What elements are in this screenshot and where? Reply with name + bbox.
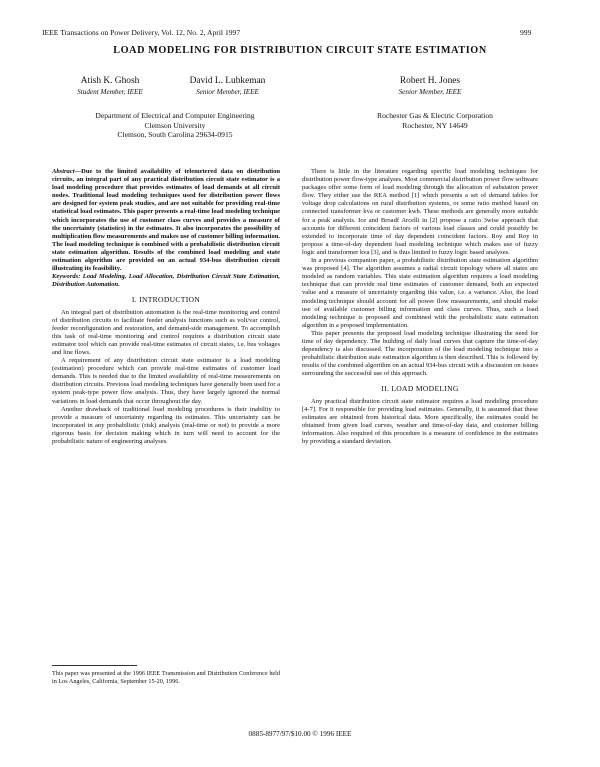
section-heading-load-modeling: II. LOAD MODELING [381, 384, 459, 394]
affiliation-line: Rochester Gas & Electric Corporation [377, 111, 493, 120]
keywords-text: Load Modeling, Load Allocation, Distribution Circuit State Estimation, Distribution Automation. [52, 273, 280, 289]
affiliation-line: Department of Electrical and Computer Engineering [95, 111, 255, 120]
journal-header: IEEE Transactions on Power Delivery, Vol. 12, No. 2, April 1997 [42, 28, 241, 37]
author-role: Senior Member, IEEE [196, 88, 259, 96]
affiliation-rochester [350, 111, 520, 130]
affiliation-line: Clemson University [144, 120, 206, 130]
paragraph: Any practical distribution circuit state estimator requires a load modeling procedure [4-7]. For it responsible for providing load estimates. Generally, it is assumed that these estimates are obtained from historical data. More specifically, the estimates could be obtained from given load curves, weather and time-of-day data, and customer billing information. Also required of this procedure is a measure of confidence in the estimates by providing a standard deviation. [302, 397, 538, 445]
affiliation-clemson [60, 111, 290, 140]
author-1 [55, 76, 165, 98]
paragraph: In a previous companion paper, a probabilistic distribution state estimation algorithm was proposed [4]. The algorithm assumes a radial circuit topology where all states are modeled as random variables. This state estimation algorithm requires a load modeling technique that can provide real time estimates of customer demand, both an expected value and a measure of uncertainty regarding this value, i.e. a variance. Also, the load modeling technique should account for all power flow measurements, and should make use of available customer billing information and class curves. Thus, such a load modeling technique is proposed and combined with the probabilistic state estimation algorithm in a proposed implementation. [302, 257, 538, 329]
author-role: Student Member, IEEE [77, 88, 143, 96]
copyright-footer: 0885-8977/97/$10.00 © 1996 IEEE [248, 730, 352, 738]
author-name: Robert H. Jones [399, 76, 461, 86]
section-heading-introduction: I. INTRODUCTION [131, 295, 201, 305]
paper-title: LOAD MODELING FOR DISTRIBUTION CIRCUIT STATE ESTIMATION [113, 45, 487, 56]
abstract-text: —Due to the limited availability of telemetered data on distribution circuits, an integral part of any practical distribution circuit state estimator is a load modeling procedure that provides estimates of load demands at all circuit nodes. Traditional load modeling techniques used for distribution power flows are designed for system peak studies, and are not suitable for providing real-time statistical load estimates. This paper presents a real-time load modeling technique which incorporates the use of customer class curves and provides a measure of the uncertainty (statistics) in the estimates. It also incorporates the possibility of multiplication flow measurements and makes use of customer billing information. The load modeling technique is combined with a probabilistic distribution circuit state estimation algorithm. Results of the combined load modeling and state estimation algorithm are provided on an actual 934-bus distribution circuit illustrating its feasibility. [52, 168, 280, 273]
paragraph: There is little in the literature regarding specific load modeling techniques for distribution power flow-type analyses. Most commercial distribution power flow software packages offer some form of load modeling through the allocation of substation power flow. They either use the REA method [1] which presents a set of demand tables for voltage drop calculations on rural distribution systems, or some ratio method based on connected transformer kva or customer kwh. These methods are generally more suitable for a peak analysis. Ice and Broadf Arcelli in [2] propose a ratio 3wise approach that accounts for different coincident factors of various load classes and could possibly be extended to incorporate time of day dependent coincident factors. Roy and Roy in propose a time-of-day dependent load modeling technique which makes use of fuzzy logic and transformer kva [3], and is thus limited to fuzzy logic based analyses. [302, 168, 539, 256]
page-number: 999 [520, 28, 532, 37]
keywords-label: Keywords: [52, 273, 81, 281]
abstract-label: Abstract [52, 168, 75, 175]
footnote-rule [52, 665, 137, 666]
abstract [52, 168, 280, 273]
right-column [302, 168, 538, 446]
paragraph: An integral part of distribution automation is the real-time monitoring and control of distribution circuits to facilitate feeder analysis functions such as volt/var control, feeder reconfiguration and restoration, and demand-side management. To accomplish this task of real-time monitoring and control requires a distribution circuit state estimator tool which can provide real-time estimates of circuit states, i.e. bus voltages and line flows. [52, 308, 280, 356]
author-name: David L. Lubkeman [189, 76, 266, 86]
author-2 [170, 76, 285, 98]
keywords [52, 273, 280, 289]
author-role: Senior Member, IEEE [398, 88, 462, 96]
paragraph: Another drawback of traditional load modeling procedures is their inability to provide a measure of uncertainty regarding its estimates. This uncertainty can be incorporated in any probabilistic (risk) analysis (real-time or not) to provide a more rigorous basis for decision making which in turn will need to account for the probabilistic nature of engineering analyses. [52, 405, 280, 445]
affiliation-line: Clemson, South Carolina 29634-0915 [117, 130, 233, 140]
paragraph: This paper presents the proposed load modeling technique illustrating the need for time of day dependency. The building of daily load curves that capture the time-of-day dependency is also discussed. The incorporation of the load modeling technique into a probabilistic distribution state estimation algorithm is then described. This is followed by results of the combined algorithm on an actual 934-bus circuit with a discussion on issues surrounding the successful use of this approach. [302, 329, 538, 378]
author-name: Atish K. Ghosh [80, 76, 140, 86]
left-column [52, 168, 280, 446]
author-3 [370, 76, 490, 98]
footnote: This paper was presented at the 1996 IEEE Transmission and Distribution Conference held in Los Angeles, California, September 15-20, 1996. [52, 670, 280, 685]
paragraph: A requirement of any distribution circuit state estimator is a load modeling (estimation) procedure which can provide real-time estimates of customer load demands. This is needed due to the limited availability of real-time measurements on distribution circuits. Previous load modeling techniques have generally been used for a system peak-type power flow analysis. Thus, they have largely ignored the normal variations in load demands that occur throughout the day. [52, 357, 280, 405]
affiliation-line: Rochester, NY 14649 [402, 120, 468, 130]
